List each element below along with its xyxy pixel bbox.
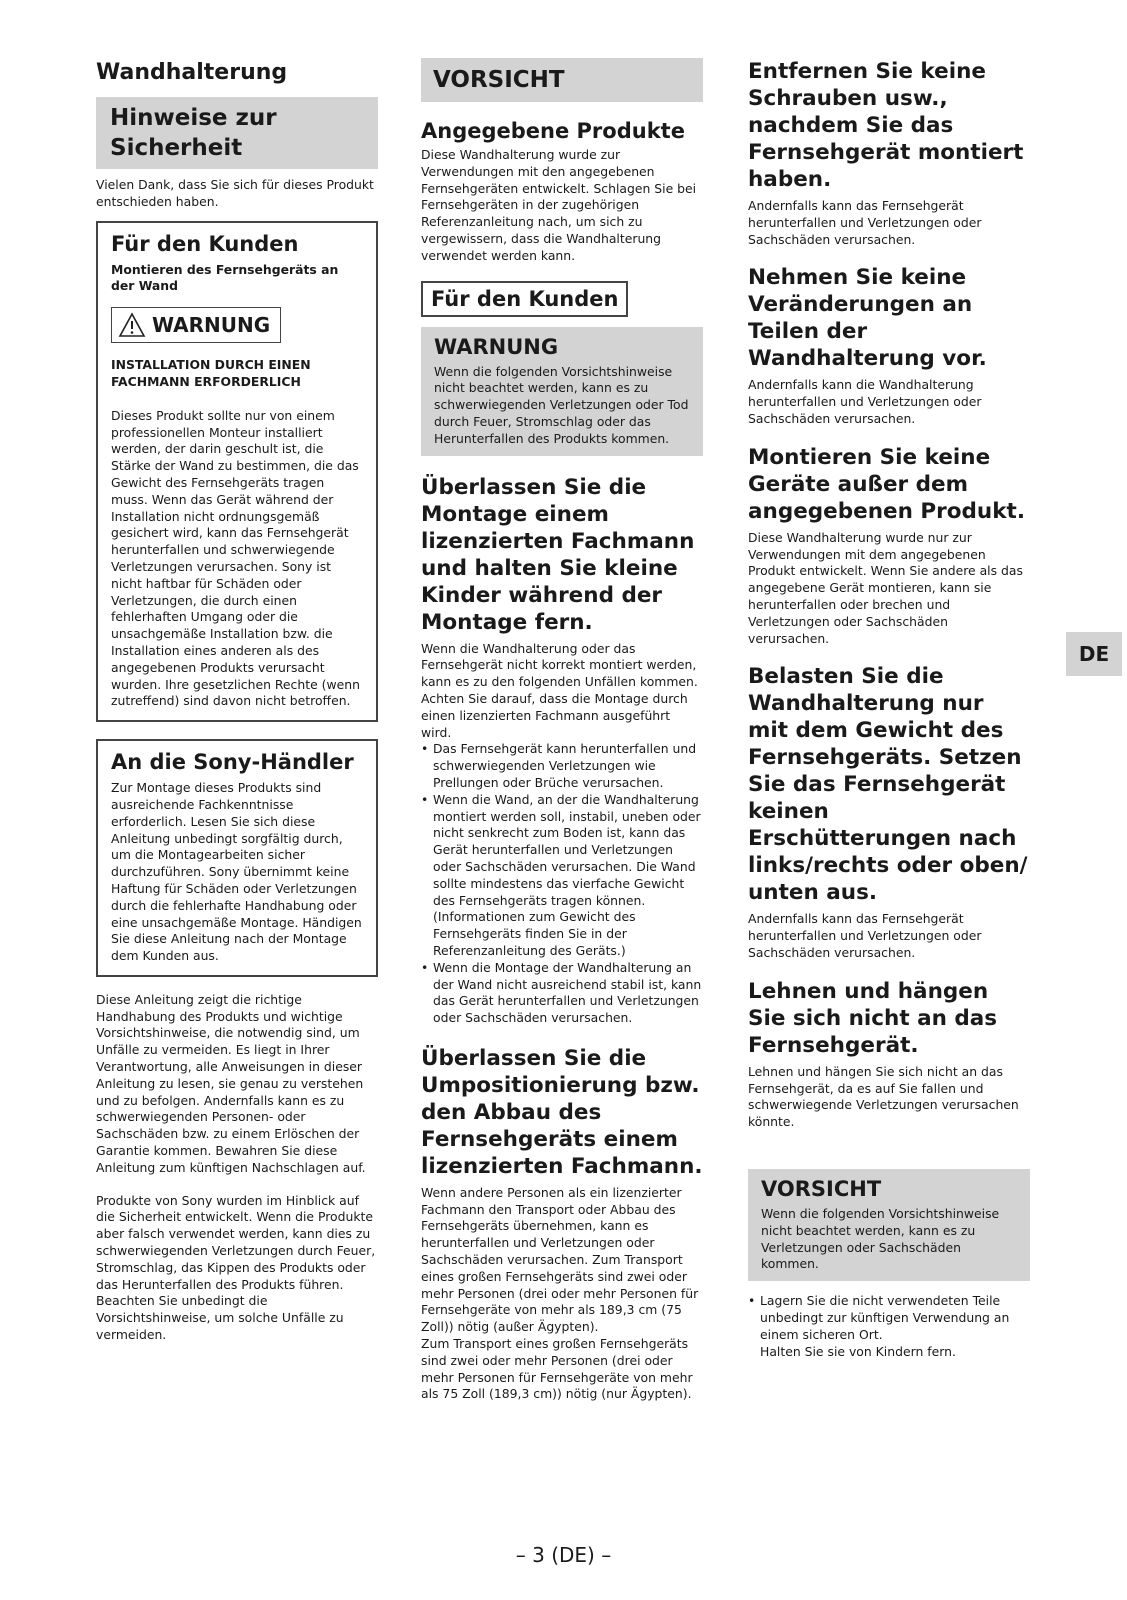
lean-heading: Lehnen und hängen Sie sich nicht an das Fernsehgerät. — [748, 978, 998, 1058]
load-heading: Belasten Sie die Wandhalterung nur mit dem Gewicht des Fernsehgeräts. Setzen Sie das Fernsehgerät keinen Erschütterungen nach links/rechts oder oben/ unten aus. — [748, 664, 1028, 906]
list-item — [760, 1293, 1030, 1360]
customer-box — [96, 221, 378, 723]
customer-label: Für den Kunden — [421, 281, 628, 317]
list-item: • Wenn die Montage der Wandhalterung an der Wand nicht ausreichend stabil ist, kann das Gerät herunterfallen und Verletzungen oder Sachschäden verursachen. — [433, 960, 703, 1027]
load-body: Andernfalls kann das Fernsehgerät herunterfallen und Verletzungen oder Sachschäden verursachen. — [748, 911, 982, 960]
relocation-body-egypt: Zum Transport eines großen Fernsehgeräts sind zwei oder mehr Personen (drei oder mehr Personen für Fernsehgeräte von mehr als 75 Zoll (189,3 cm)) nötig (nur Ägypten). — [421, 1336, 693, 1402]
caution-box-title: VORSICHT — [761, 1176, 882, 1201]
list-item: • Wenn die Wand, an der die Wandhalterung montiert werden soll, instabil, uneben oder nicht senkrecht zum Boden ist, kann das Gerät herunterfallen und Verletzungen oder Sachschäden verursachen. Die Wand sollte mindestens das vierfache Gewicht des Fernsehgeräts tragen können. (Informationen zum Gewicht des Fernsehgeräts finden Sie in der Referenzanleitung des Geräts.) — [433, 792, 703, 960]
warning-box-title: WARNUNG — [434, 334, 559, 359]
dealer-box-body: Zur Montage dieses Produkts sind ausreichende Fachkenntnisse erforderlich. Lesen Sie sich diese Anleitung unbedingt sorgfältig durch, um die Montagearbeiten sicher durchzuführen. Sony übernimmt keine Haftung für Schäden oder Verletzungen durch die fehlerhafte Handhabung oder eine unsachgemäße Montage. Händigen Sie diese Anleitung nach der Montage dem Kunden aus. — [111, 780, 362, 964]
safety-heading: Hinweise zur Sicherheit — [96, 97, 378, 169]
intro-paragraph: Diese Anleitung zeigt die richtige Handhabung des Produkts und wichtige Vorsichtshinweise, die notwendig sind, um Unfälle zu vermeiden. Es liegt in Ihrer Verantwortung, alle Anweisungen in dieser Anleitung zu lesen, sie genau zu verstehen und zu befolgen. Andernfalls kann es zu schwerwiegenden Personen- oder Sachschäden bzw. zu einem Erlöschen der Garantie kommen. Bewahren Sie diese Anleitung zum künftigen Nachschlagen auf. — [96, 991, 366, 1175]
screws-body: Andernfalls kann das Fernsehgerät herunterfallen und Verletzungen oder Sachschäden verursachen. — [748, 198, 982, 247]
dealer-box — [96, 739, 378, 977]
screws-heading: Entfernen Sie keine Schrauben usw., nachdem Sie das Fernsehgerät montiert haben. — [748, 59, 1024, 192]
caution-heading: VORSICHT — [421, 58, 703, 102]
modify-heading: Nehmen Sie keine Veränderungen an Teilen der Wandhalterung vor. — [748, 265, 987, 372]
products-heading: Angegebene Produkte — [421, 119, 685, 143]
language-tab: DE — [1066, 632, 1122, 676]
caution-box — [748, 1169, 1030, 1281]
caution-box-body: Wenn die folgenden Vorsichtshinweise nicht beachtet werden, kann es zu Verletzungen oder Sachschäden kommen. — [761, 1205, 1000, 1272]
install-section-heading: Überlassen Sie die Montage einem lizenzierten Fachmann und halten Sie kleine Kinder während der Montage fern. — [421, 474, 695, 635]
list-item-text-2: Halten Sie sie von Kindern fern. — [760, 1343, 956, 1359]
customer-box-body: Dieses Produkt sollte nur von einem professionellen Monteur installiert werden, der darin geschult ist, die Stärke der Wand zu bestimmen, die das Gewicht des Fernsehgeräts tragen muss. Wenn das Gerät während der Installation nicht ordnungsgemäß gesichert wird, kann das Fernsehgerät herunterfallen und schwerwiegende Verletzungen verursachen. Sony ist nicht haftbar für Schäden oder Verletzungen, die durch einen fehlerhaften Umgang oder die unsachgemäße Installation bzw. die Installation eines anderen als des angegebenen Produkts verursacht wurden. Ihre gesetzlichen Rechte (wenn zutreffend) sind davon nicht betroffen. — [111, 407, 360, 709]
products-body: Diese Wandhalterung wurde zur Verwendungen mit den angegebenen Fernsehgeräten entwickelt. Schlagen Sie bei Fernsehgeräten in der zugehörigen Referenzanleitung nach, um sich zu vergewissern, dass die Wandhalterung verwendet werden kann. — [421, 147, 697, 263]
safety-paragraph: Produkte von Sony wurden im Hinblick auf die Sicherheit entwickelt. Wenn die Produkte aber falsch verwendet werden, kann dies zu schwerwiegenden Verletzungen durch Feuer, Stromschlag, das Kippen des Produkts oder das Herunterfallen des Produkts führen. Beachten Sie unbedingt die Vorsichtshinweise, um solche Unfälle zu vermeiden. — [96, 1192, 376, 1343]
column-left — [96, 58, 378, 1344]
other-devices-heading: Montieren Sie keine Geräte außer dem angegebenen Produkt. — [748, 444, 1025, 524]
column-middle — [421, 58, 703, 1403]
lean-body: Lehnen und hängen Sie sich nicht an das Fernsehgerät, da es auf Sie fallen und schwerwiegende Verletzungen verursachen könnte. — [748, 1063, 1019, 1130]
customer-box-subtitle: Montieren des Fernsehgeräts an der Wand — [111, 261, 339, 294]
relocation-body: Wenn andere Personen als ein lizenzierter Fachmann den Transport oder Abbau des Fernsehgeräts übernehmen, kann es herunterfallen und Verletzungen oder Sachschäden verursachen. Zum Transport eines großen Fernsehgeräts sind zwei oder mehr Personen (drei oder mehr Personen für Fernsehgeräte von mehr als 189,3 cm (75 Zoll)) nötig (außer Ägypten). — [421, 1184, 699, 1335]
install-heading: INSTALLATION DURCH EINEN FACHMANN ERFORDERLICH — [111, 357, 311, 389]
warning-triangle-icon — [118, 312, 146, 338]
caution-bullet-list — [748, 1293, 1030, 1360]
customer-box-title: Für den Kunden — [111, 231, 299, 256]
relocation-heading: Überlassen Sie die Umpositionierung bzw. den Abbau des Fernsehgeräts einem lizenzierten Fachmann. — [421, 1045, 703, 1179]
list-item-text: Lagern Sie die nicht verwendeten Teile unbedingt zur künftigen Verwendung an einem sicheren Ort. — [760, 1293, 1010, 1342]
list-item: • Das Fernsehgerät kann herunterfallen und schwerwiegenden Verletzungen wie Prellungen oder Brüche verursachen. — [433, 741, 703, 791]
thanks-text: Vielen Dank, dass Sie sich für dieses Produkt entschieden haben. — [96, 177, 374, 209]
warning-tag — [111, 307, 281, 343]
warning-box — [421, 327, 703, 456]
warning-label: WARNUNG — [152, 313, 271, 338]
install-bullet-list — [421, 741, 703, 1027]
page-number: – 3 (DE) – — [515, 1543, 612, 1567]
install-section-body: Wenn die Wandhalterung oder das Fernsehgerät nicht korrekt montiert werden, kann es zu den folgenden Unfällen kommen. Achten Sie darauf, dass die Montage durch einen lizenzierten Fachmann ausgeführt wird. — [421, 640, 698, 740]
column-right — [748, 58, 1030, 1360]
page-title: Wandhalterung — [96, 60, 288, 85]
warning-box-body: Wenn die folgenden Vorsichtshinweise nicht beachtet werden, kann es zu schwerwiegenden Verletzungen oder Tod durch Feuer, Stromschlag oder das Herunterfallen des Produkts kommen. — [434, 363, 689, 446]
modify-body: Andernfalls kann die Wandhalterung herunterfallen und Verletzungen oder Sachschäden verursachen. — [748, 377, 982, 426]
other-devices-body: Diese Wandhalterung wurde nur zur Verwendungen mit dem angegebenen Produkt entwickelt. Wenn Sie andere als das angegebene Gerät montieren, kann sie herunterfallen oder brechen und Verletzungen oder Sachschäden verursachen. — [748, 529, 1023, 646]
dealer-box-title: An die Sony-Händler — [111, 750, 354, 775]
